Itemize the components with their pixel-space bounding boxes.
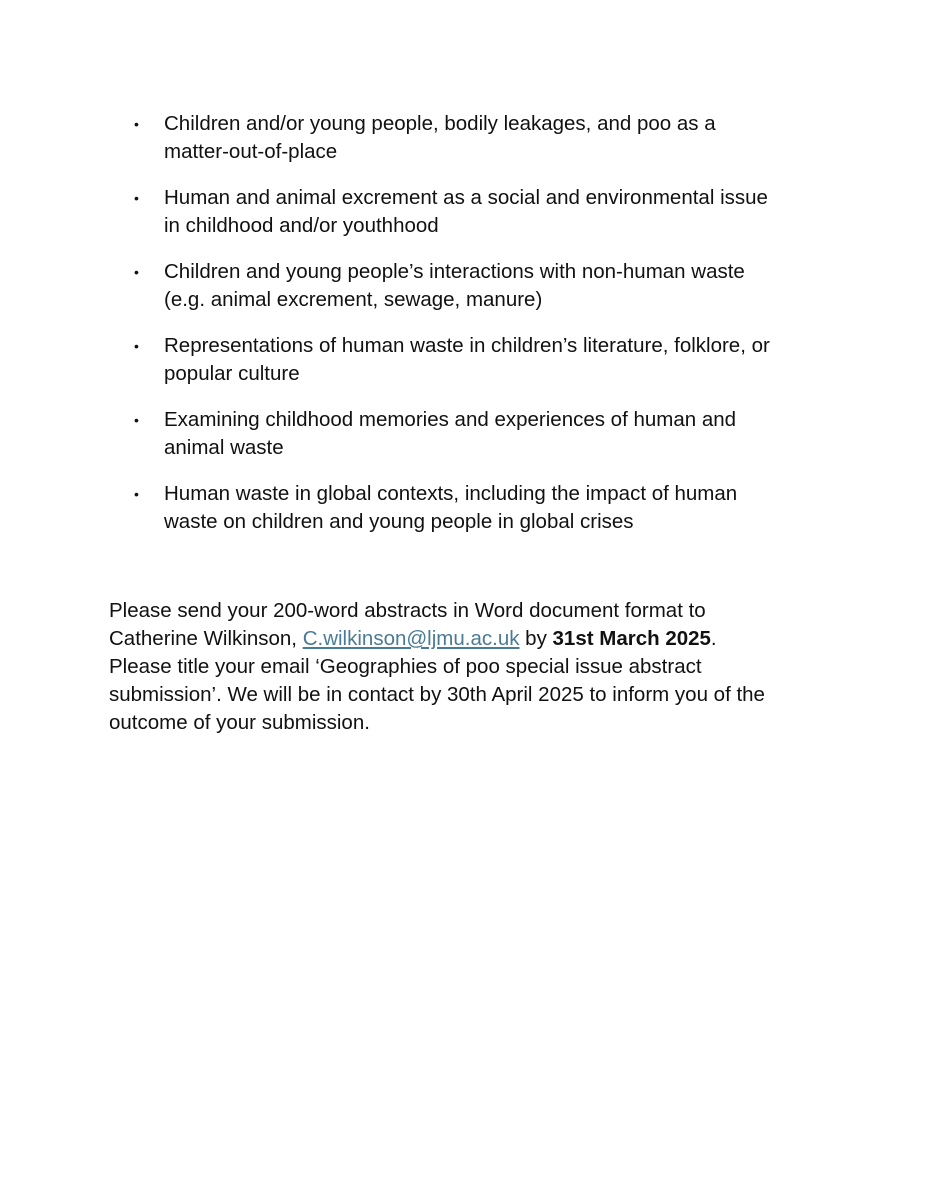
bullet-icon: • bbox=[134, 338, 139, 354]
bullet-icon: • bbox=[134, 116, 139, 132]
topic-text-line-2: animal waste bbox=[164, 436, 284, 459]
topic-text-line-1: Representations of human waste in children’s literature, folklore, or bbox=[164, 334, 770, 357]
bullet-icon: • bbox=[134, 190, 139, 206]
topic-list bbox=[130, 110, 830, 554]
topic-text-line-1: Examining childhood memories and experiences of human and bbox=[164, 408, 737, 431]
list-item bbox=[130, 258, 830, 314]
list-item bbox=[130, 332, 830, 388]
contact-name: Catherine Wilkinson, bbox=[109, 627, 303, 650]
submission-line-3: Please title your email ‘Geographies of poo special issue abstract bbox=[109, 655, 702, 678]
topic-text-line-1: Human waste in global contexts, including the impact of human bbox=[164, 482, 738, 505]
topic-text-line-1: Children and/or young people, bodily leakages, and poo as a bbox=[164, 112, 716, 135]
bullet-icon: • bbox=[134, 264, 139, 280]
bullet-icon: • bbox=[134, 486, 139, 502]
topic-text-line-2: matter-out-of-place bbox=[164, 140, 338, 163]
topic-text-line-1: Human and animal excrement as a social and environmental issue bbox=[164, 186, 768, 209]
bullet-icon: • bbox=[134, 412, 139, 428]
submission-line-1: Please send your 200-word abstracts in Word document format to bbox=[109, 599, 706, 622]
submission-line-5: outcome of your submission. bbox=[109, 711, 370, 734]
topic-text-line-2: popular culture bbox=[164, 362, 300, 385]
list-item bbox=[130, 406, 830, 462]
deadline-period: . bbox=[710, 627, 717, 650]
topic-text-line-2: waste on children and young people in global crises bbox=[164, 510, 634, 533]
deadline-date: 31st March 2025 bbox=[552, 627, 711, 650]
list-item bbox=[130, 110, 830, 166]
by-text: by bbox=[519, 627, 553, 650]
list-item bbox=[130, 184, 830, 240]
topic-text-line-2: (e.g. animal excrement, sewage, manure) bbox=[164, 288, 543, 311]
email-link[interactable]: C.wilkinson@ljmu.ac.uk bbox=[302, 627, 520, 650]
submission-instructions bbox=[109, 597, 829, 737]
topic-text-line-2: in childhood and/or youthhood bbox=[164, 214, 439, 237]
topic-text-line-1: Children and young people’s interactions with non-human waste bbox=[164, 260, 745, 283]
submission-line-4: submission’. We will be in contact by 30th April 2025 to inform you of the bbox=[109, 683, 765, 706]
list-item bbox=[130, 480, 830, 536]
